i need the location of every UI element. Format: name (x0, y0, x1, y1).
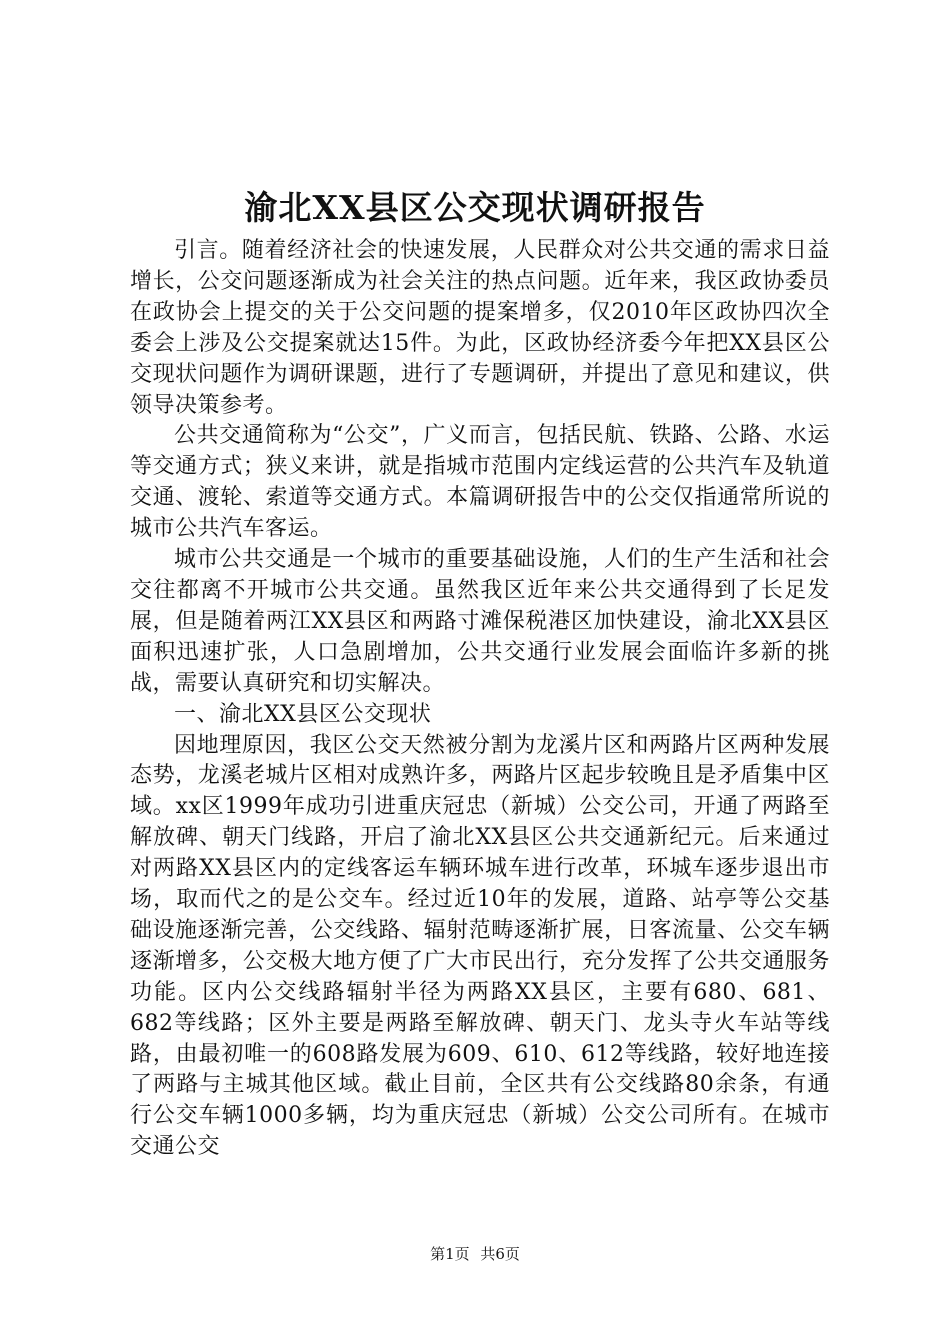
document-body (130, 236, 830, 1163)
paragraph-status: 因地理原因，我区公交天然被分割为龙溪片区和两路片区两种发展态势，龙溪老城片区相对成熟许多，两路片区起步较晚且是矛盾集中区域。xx区1999年成功引进重庆冠忠（新城）公交公司，开通了两路至解放碑、朝天门线路，开启了渝北XX县区公共交通新纪元。后来通过对两路XX县区内的定线客运车辆环城车进行改革，环城车逐步退出市场，取而代之的是公交车。经过近10年的发展，道路、站亭等公交基础设施逐渐完善，公交线路、辐射范畴逐渐扩展，日客流量、公交车辆逐渐增多，公交极大地方便了广大市民出行，充分发挥了公共交通服务功能。区内公交线路辐射半径为两路XX县区，主要有680、681、682等线路；区外主要是两路至解放碑、朝天门、龙头寺火车站等线路，由最初唯一的608路发展为609、610、612等线路，较好地连接了两路与主城其他区域。截止目前，全区共有公交线路80余条，有通行公交车辆1000多辆，均为重庆冠忠（新城）公交公司所有。在城市交通公交 (130, 732, 830, 1160)
paragraph-intro: 引言。随着经济社会的快速发展，人民群众对公共交通的需求日益增长，公交问题逐渐成为社会关注的热点问题。近年来，我区政协委员在政协会上提交的关于公交问题的提案增多，仅2010年区政协四次全委会上涉及公交提案就达15件。为此，区政协经济委今年把XX县区公交现状问题作为调研课题，进行了专题调研，并提出了意见和建议，供领导决策参考。 (130, 238, 830, 418)
page-footer (0, 1243, 950, 1265)
page-total: 共6页 (480, 1245, 520, 1263)
section-heading-status: 一、渝北XX县区公交现状 (174, 701, 432, 727)
paragraph-importance: 城市公共交通是一个城市的重要基础设施，人们的生产生活和社会交往都离不开城市公共交通。虽然我区近年来公共交通得到了长足发展，但是随着两江XX县区和两路寸滩保税港区加快建设，渝北XX县区面积迅速扩张，人口急剧增加，公共交通行业发展会面临许多新的挑战，需要认真研究和切实解决。 (130, 547, 830, 696)
document-title: 渝北XX县区公交现状调研报告 (244, 188, 706, 227)
paragraph-definition: 公共交通简称为“公交”，广义而言，包括民航、铁路、公路、水运等交通方式；狭义来讲，就是指城市范围内定线运营的公共汽车及轨道交通、渡轮、索道等交通方式。本篇调研报告中的公交仅指通常所说的城市公共汽车客运。 (130, 423, 830, 542)
page-number: 第1页 (430, 1245, 470, 1263)
